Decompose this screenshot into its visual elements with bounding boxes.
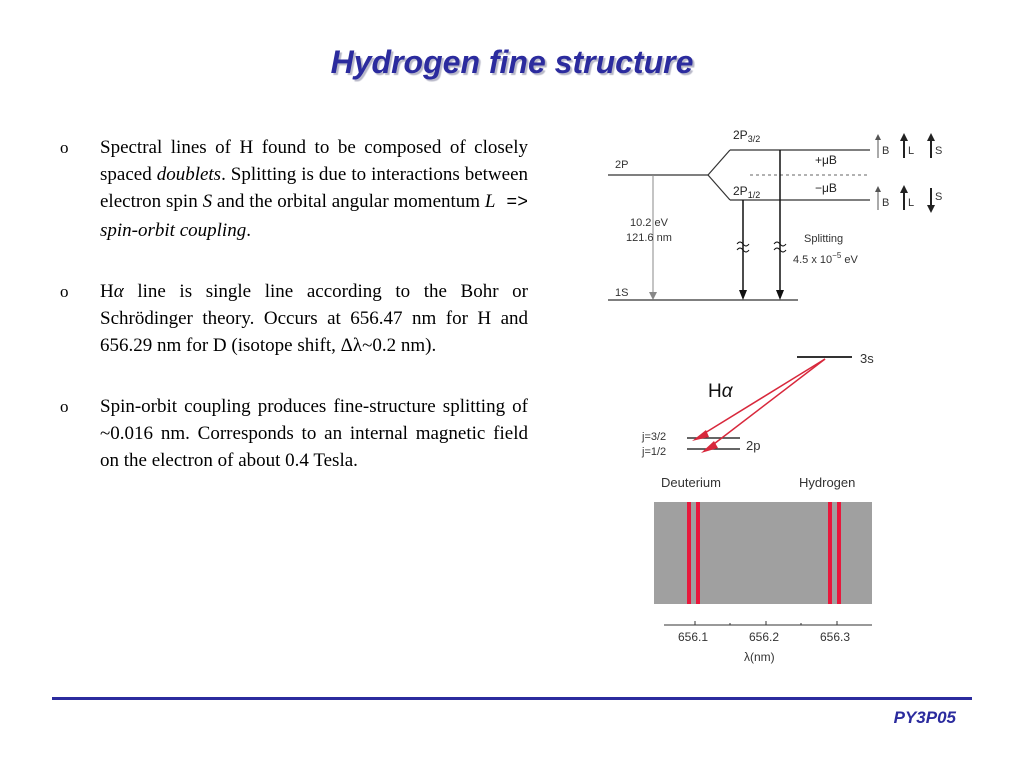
- bullet-item-2: [60, 278, 528, 359]
- bullet-text: .: [246, 220, 251, 241]
- s-label-top: S: [935, 145, 943, 157]
- j32-label: j=3/2: [642, 431, 667, 443]
- axis-tick-label: 656.1: [678, 630, 709, 644]
- b-label-top: B: [882, 145, 890, 157]
- halpha-alpha: α: [721, 381, 733, 402]
- axis-tick-label: 656.3: [820, 630, 851, 644]
- level-1s-label: 1S: [615, 287, 629, 299]
- bullet-text: Spin-orbit coupling produces fine-structure splitting of ~0.016 nm. Corresponds to an internal magnetic field on the electron of about 0.4 Tesla.: [100, 396, 528, 471]
- l-label-top: L: [908, 145, 915, 157]
- s-arrowhead-down: [927, 205, 935, 213]
- splitting-value-base: 4.5 x 10: [793, 254, 833, 266]
- plus-mub-label: +μB: [815, 153, 837, 167]
- halpha-label: [708, 381, 734, 402]
- bullet-text: line is single line according to the Bohr or Schrödinger theory. Occurs at 656.47 nm for H and 656.29 nm for D (isotope shift, Δλ~0.2 nm).: [100, 281, 528, 356]
- spectral-line-h-1: [828, 502, 832, 604]
- bullet-marker: o: [60, 397, 69, 416]
- b-label-bottom: B: [882, 197, 890, 209]
- slide-title: Hydrogen fine structure: [330, 44, 694, 80]
- l-arrowhead: [900, 133, 908, 141]
- hydrogen-label: Hydrogen: [799, 475, 856, 490]
- bullet-text: and the orbital angular momentum: [212, 191, 485, 212]
- transition-arrowhead-p12: [739, 290, 747, 300]
- minus-mub-label: −μB: [815, 181, 837, 195]
- level-2p12-main: 2P: [733, 184, 748, 198]
- bullet-item-3: [60, 393, 528, 474]
- axis-label: λ(nm): [744, 650, 775, 664]
- level-2p32-sub: 3/2: [747, 134, 761, 144]
- splitting-label: Splitting: [804, 233, 844, 245]
- level-2p-label: 2p: [746, 438, 761, 453]
- spectral-line-d-2: [696, 502, 700, 604]
- l-arrowhead-bottom: [900, 185, 908, 193]
- bullet-text: . Splitting is due to interactions between electron spin: [100, 164, 529, 212]
- energy-level-diagram: [600, 120, 960, 310]
- l-label-bottom: L: [908, 197, 915, 209]
- level-2p-label: 2P: [615, 159, 629, 171]
- spin-symbol: S: [202, 191, 213, 212]
- wavelength-label: 121.6 nm: [626, 232, 672, 244]
- spectral-line-d-1: [687, 502, 691, 604]
- implies-arrow: =>: [495, 193, 529, 213]
- angular-momentum-symbol: L: [484, 191, 496, 212]
- bullet-marker: o: [60, 282, 69, 301]
- bullet-text: H: [100, 281, 114, 302]
- s-arrowhead: [927, 133, 935, 141]
- level-2p32-main: 2P: [733, 128, 748, 142]
- h-alpha-spectrum-diagram: [630, 345, 900, 670]
- alpha-symbol: α: [113, 281, 124, 302]
- bullet-item-1: [60, 134, 528, 244]
- spectral-line-h-2: [837, 502, 841, 604]
- splitting-value: [793, 251, 858, 266]
- splitting-value-exp: −5: [832, 251, 842, 260]
- transition-arrowhead-main: [649, 292, 657, 300]
- deuterium-label: Deuterium: [661, 475, 721, 490]
- s-label-bottom: S: [935, 191, 943, 203]
- course-code: PY3P05: [893, 708, 956, 727]
- halpha-h: H: [708, 381, 722, 402]
- bullet-text-italic: doublets: [156, 164, 222, 185]
- bullet-marker: o: [60, 138, 69, 157]
- split-up: [708, 150, 730, 175]
- halpha-arrow-j12: [710, 359, 825, 447]
- b-arrowhead-bottom: [875, 186, 881, 192]
- bullet-text-italic: spin-orbit coupling: [100, 220, 247, 241]
- halpha-arrowhead-j32: [692, 430, 709, 441]
- transition-arrowhead-p32: [776, 290, 784, 300]
- axis-tick-label: 656.2: [749, 630, 780, 644]
- level-2p32-label: [733, 128, 760, 144]
- bullet-list: [60, 134, 528, 508]
- split-down: [708, 175, 730, 200]
- b-arrowhead: [875, 134, 881, 140]
- level-3s-label: 3s: [860, 351, 874, 366]
- level-2p12-label: [733, 184, 760, 200]
- level-2p12-sub: 1/2: [747, 190, 761, 200]
- j12-label: j=1/2: [642, 446, 667, 458]
- energy-label: 10.2 eV: [630, 217, 668, 229]
- footer-divider: [52, 697, 972, 700]
- splitting-value-unit: eV: [841, 254, 858, 266]
- bullet-text: Spectral lines of H found to be composed of closely spaced: [100, 137, 528, 185]
